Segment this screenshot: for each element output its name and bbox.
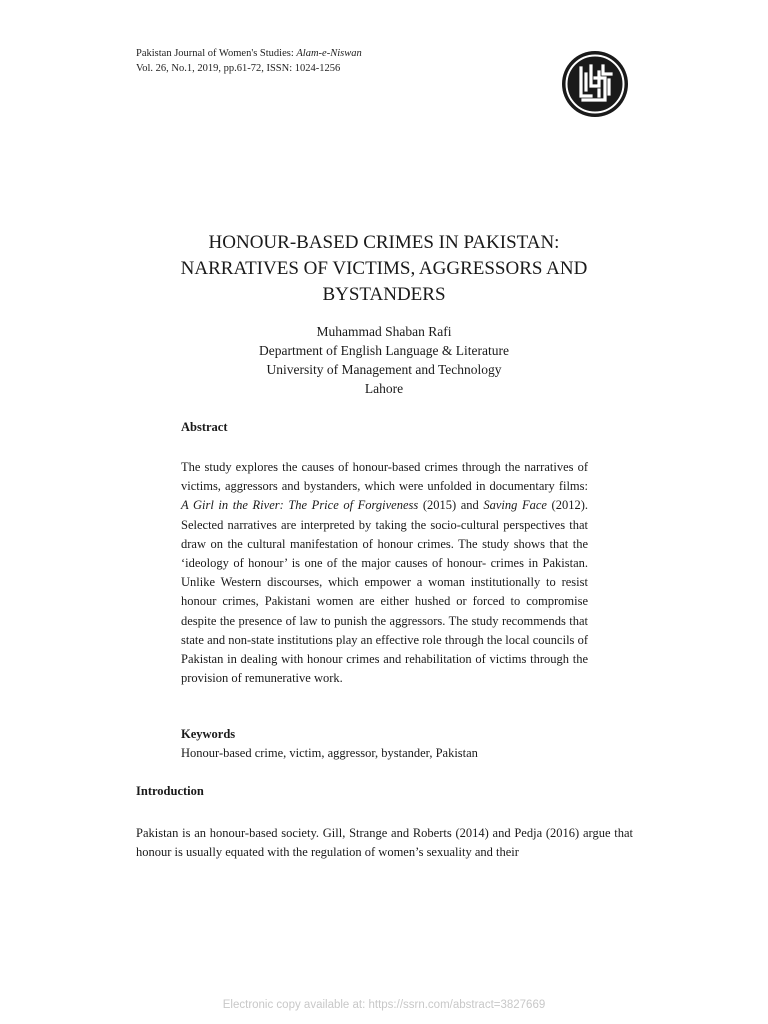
ssrn-footer-link[interactable]: Electronic copy available at: https://ssrn.com/abstract=3827669 [222, 999, 546, 1011]
author-city: Lahore [364, 381, 404, 396]
title-line-1: HONOUR-BASED CRIMES IN PAKISTAN: [208, 232, 560, 253]
film-title-1: A Girl in the River: The Price of Forgiveness [181, 498, 419, 513]
author-department: Department of English Language & Literature [258, 343, 510, 358]
author-university: University of Management and Technology [266, 362, 502, 377]
journal-logo-icon [561, 50, 629, 118]
introduction-heading: Introduction [136, 784, 204, 798]
keywords-heading: Keywords [181, 727, 236, 741]
title-line-3: BYSTANDERS [322, 284, 446, 305]
title-line-2: NARRATIVES OF VICTIMS, AGGRESSORS AND [180, 258, 588, 279]
abstract-heading: Abstract [181, 420, 228, 434]
journal-header [136, 46, 362, 76]
paper-title [136, 230, 632, 308]
author-name: Muhammad Shaban Rafi [316, 324, 452, 339]
journal-subtitle: Alam-e-Niswan [296, 48, 362, 59]
author-block [136, 322, 632, 398]
journal-volume-line: Vol. 26, No.1, 2019, pp.61-72, ISSN: 1024-1256 [136, 63, 341, 74]
abstract-body: The study explores the causes of honour-based crimes through the narratives of victims, aggressors and bystanders, which were unfolded in documentary films: A Girl in the River: The Price of Forgiveness (2015) and Saving Face (2012). Selected narratives are interpreted by taking the socio-cultural perspectives that draw on the cultural manifestation of honour crimes. The study shows that the ‘ideology of honour’ is one of the major causes of honour- crimes in Pakistan. Unlike Western discourses, which empower a woman institutionally to resist honour crimes, Pakistani women are either hushed or forced to compromise despite the presence of law to punish the aggressors. The study recommends that state and non-state institutions play an effective role through the local councils of Pakistan in dealing with honour crimes and rehabilitation of victims through the provision of remunerative work. [181, 460, 588, 686]
film-title-2: Saving Face [483, 498, 547, 513]
keywords-list: Honour-based crime, victim, aggressor, bystander, Pakistan [181, 746, 478, 760]
journal-name-line: Pakistan Journal of Women's Studies: Alam-e-Niswan [136, 48, 362, 59]
introduction-body: Pakistan is an honour-based society. Gill, Strange and Roberts (2014) and Pedja (2016) argue that honour is usually equated with the regulation of women’s sexuality and their [136, 826, 633, 860]
